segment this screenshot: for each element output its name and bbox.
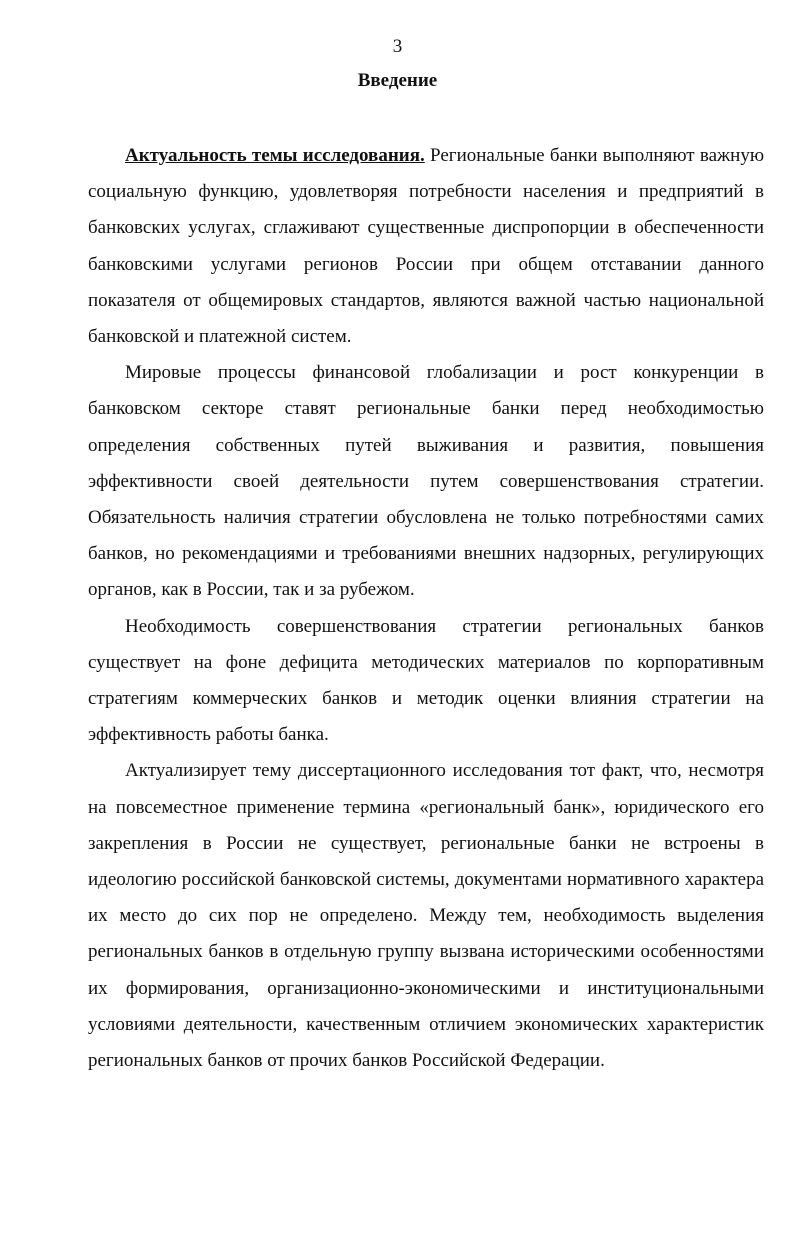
page-number: 3 [392, 36, 403, 57]
document-body [88, 138, 764, 1079]
relevance-lead: Актуальность темы исследования. [125, 145, 425, 166]
page-title: Введение [357, 70, 438, 91]
paragraph-globalization: Мировые процессы финансовой глобализации и рост конкуренции в банковском секторе ставят региональные банки перед необходимостью определения собственных путей выживания и развития, повышения эффективности своей деятельности путем совершенствования стратегии. Обязательность наличия стратегии обусловлена не только потребностями самих банков, но рекомендациями и требованиями внешних надзорных, регулирующих органов, как в России, так и за рубежом. [88, 362, 764, 601]
paragraph-methodology: Необходимость совершенствования стратегии региональных банков существует на фоне дефицита методических материалов по корпоративным стратегиям коммерческих банков и методик оценки влияния стратегии на эффективность работы банка. [88, 615, 764, 746]
paragraph-relevance [88, 138, 764, 355]
paragraph-regional-bank-term: Актуализирует тему диссертационного исследования тот факт, что, несмотря на повсеместное применение термина «региональный банк», юридического его закрепления в России не существует, региональные банки не встроены в идеологию российской банковской системы, документами нормативного характера их место до сих пор не определено. Между тем, необходимость выделения региональных банков в отдельную группу вызвана историческими особенностями их формирования, организационно-экономическими и институциональными условиями деятельности, качественным отличием экономических характеристик региональных банков от прочих банков Российской Федерации. [88, 760, 764, 1072]
paragraph-text: Региональные банки выполняют важную социальную функцию, удовлетворяя потребности населения и предприятий в банковских услугах, сглаживают существенные диспропорции в обеспеченности банковскими услугами регионов России при общем отставании данного показателя от общемировых стандартов, являются важной частью национальной банковской и платежной систем. [88, 145, 765, 348]
